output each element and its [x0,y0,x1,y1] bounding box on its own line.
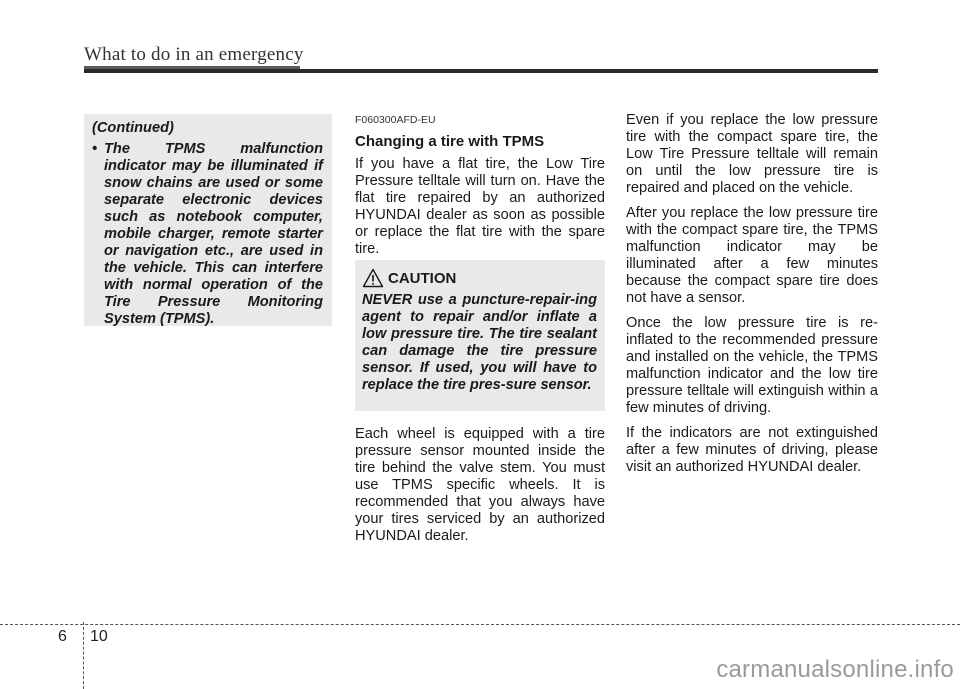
paragraph: After you replace the low pressure tire with the compact spare tire, the TPMS malfunction indicator may be illuminated after a few minutes because the compact spare tire does not have a sensor. [626,205,878,306]
bullet-marker: • [92,141,98,157]
page-header-title: What to do in an emergency [84,44,304,65]
middle-column-lower [355,426,605,553]
paragraph: If you have a flat tire, the Low Tire Pressure telltale will turn on. Have the flat tire repaired by an authorized HYUNDAI dealer as soon as possible or replace the flat tire with the spare tire. [355,156,605,257]
header-rule [84,69,878,73]
bullet-text: The TPMS malfunction indicator may be illuminated if snow chains are used or some separate electronic devices such as notebook computer, mobile charger, remote starter or navigation etc., are used in the vehicle. This can interfere with normal operation of the Tire Pressure Monitoring System (TPMS). [104,141,323,327]
paragraph: Once the low pressure tire is re-inflated to the recommended pressure and installed on the vehicle, the TPMS malfunction indicator and the low tire pressure telltale will extinguish within a few minutes of driving. [626,315,878,416]
middle-column [355,112,605,266]
continued-label: (Continued) [92,120,174,136]
caution-box [355,260,605,411]
paragraph: If the indicators are not extinguished after a few minutes of driving, please visit an authorized HYUNDAI dealer. [626,425,878,475]
footer-divider [83,622,84,689]
caution-header [362,268,597,288]
bullet-item [92,141,323,328]
caution-label: CAUTION [388,269,457,287]
paragraph: Each wheel is equipped with a tire pressure sensor mounted inside the tire behind the valve stem. You must use TPMS specific wheels. It is recommended that you always have your tires serviced by an authorized HYUNDAI dealer. [355,426,605,544]
chapter-number: 6 [58,628,67,645]
section-code: F060300AFD-EU [355,114,436,126]
warning-triangle-icon [362,268,384,288]
page-number: 10 [90,628,108,645]
footer-rule [0,624,960,625]
watermark-text: carmanualsonline.info [716,656,954,683]
caution-text: NEVER use a puncture-repair-ing agent to repair and/or inflate a low pressure tire. The tire sealant can damage the tire pressure sensor. If used, you will have to replace the tire pres-sure sensor. [362,292,597,393]
section-heading: Changing a tire with TPMS [355,133,545,150]
continued-note-box [84,114,332,326]
paragraph: Even if you replace the low pressure tire with the compact spare tire, the Low Tire Pressure telltale will remain on until the low pressure tire is repaired and placed on the vehicle. [626,112,878,196]
right-column [626,112,878,484]
